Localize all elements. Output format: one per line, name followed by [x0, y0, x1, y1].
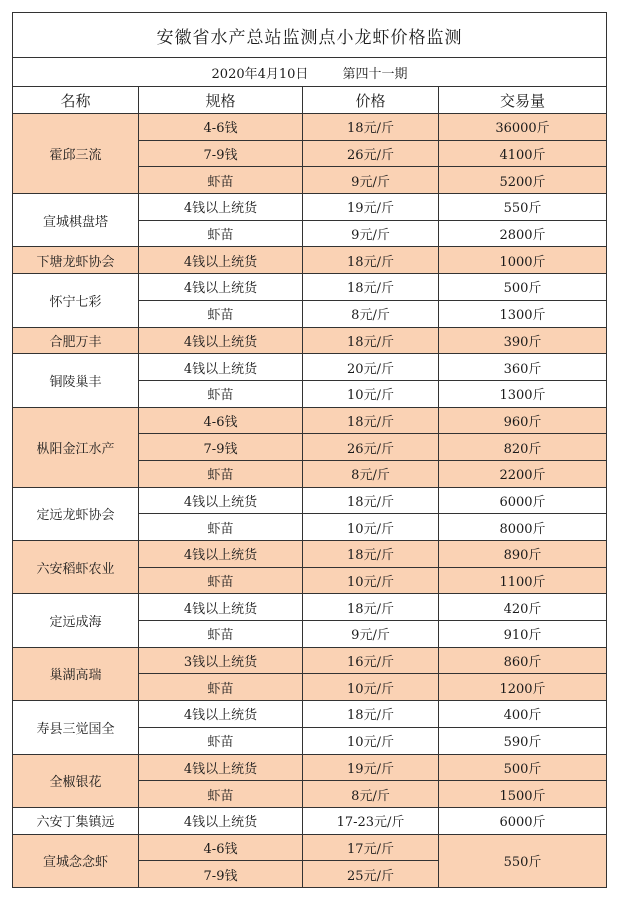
volume-cell: 590斤	[439, 727, 607, 754]
station-name-cell: 宣城棋盘塔	[13, 194, 139, 247]
volume-cell: 6000斤	[439, 807, 607, 834]
volume-cell: 1500斤	[439, 781, 607, 808]
spec-cell: 7-9钱	[139, 434, 303, 461]
column-header-price: 价格	[303, 87, 439, 114]
document-title: 安徽省水产总站监测点小龙虾价格监测	[13, 13, 607, 58]
volume-cell: 1000斤	[439, 247, 607, 274]
volume-cell: 390斤	[439, 327, 607, 354]
table-row	[13, 274, 607, 301]
spec-cell: 4钱以上统货	[139, 327, 303, 354]
station-name-cell: 霍邱三流	[13, 114, 139, 194]
volume-cell: 910斤	[439, 621, 607, 648]
station-name-cell: 合肥万丰	[13, 327, 139, 354]
price-cell: 10元/斤	[303, 674, 439, 701]
table-row	[13, 701, 607, 728]
price-cell: 26元/斤	[303, 140, 439, 167]
station-name-cell: 六安丁集镇远	[13, 807, 139, 834]
station-name-cell: 定远龙虾协会	[13, 487, 139, 540]
price-cell: 8元/斤	[303, 460, 439, 487]
price-cell: 8元/斤	[303, 300, 439, 327]
price-cell: 18元/斤	[303, 327, 439, 354]
volume-cell: 8000斤	[439, 514, 607, 541]
spec-cell: 4-6钱	[139, 407, 303, 434]
station-name-cell: 定远成海	[13, 594, 139, 647]
station-name-cell: 枞阳金江水产	[13, 407, 139, 487]
price-cell: 10元/斤	[303, 514, 439, 541]
volume-cell: 1300斤	[439, 300, 607, 327]
table-row	[13, 194, 607, 221]
spec-cell: 4钱以上统货	[139, 701, 303, 728]
volume-cell: 1100斤	[439, 567, 607, 594]
table-row	[13, 647, 607, 674]
price-cell: 18元/斤	[303, 541, 439, 568]
volume-cell: 960斤	[439, 407, 607, 434]
table-row	[13, 354, 607, 381]
volume-cell: 5200斤	[439, 167, 607, 194]
station-name-cell: 宣城念念虾	[13, 834, 139, 887]
price-cell: 17-23元/斤	[303, 807, 439, 834]
table-row	[13, 594, 607, 621]
volume-cell: 4100斤	[439, 140, 607, 167]
volume-cell: 500斤	[439, 274, 607, 301]
table-row	[13, 541, 607, 568]
issue-number: 第四十一期	[342, 66, 408, 82]
price-cell: 9元/斤	[303, 167, 439, 194]
price-cell: 18元/斤	[303, 114, 439, 141]
spec-cell: 7-9钱	[139, 140, 303, 167]
price-cell: 18元/斤	[303, 487, 439, 514]
volume-cell: 550斤	[439, 834, 607, 887]
station-name-cell: 全椒银花	[13, 754, 139, 807]
table-row	[13, 487, 607, 514]
station-name-cell: 铜陵巢丰	[13, 354, 139, 407]
station-name-cell: 六安稻虾农业	[13, 541, 139, 594]
spec-cell: 3钱以上统货	[139, 647, 303, 674]
table-row	[13, 407, 607, 434]
volume-cell: 890斤	[439, 541, 607, 568]
volume-cell: 6000斤	[439, 487, 607, 514]
table-row	[13, 807, 607, 834]
spec-cell: 虾苗	[139, 167, 303, 194]
table-row	[13, 247, 607, 274]
spec-cell: 4-6钱	[139, 114, 303, 141]
spec-cell: 虾苗	[139, 567, 303, 594]
price-cell: 10元/斤	[303, 567, 439, 594]
volume-cell: 360斤	[439, 354, 607, 381]
volume-cell: 860斤	[439, 647, 607, 674]
station-name-cell: 巢湖高瑞	[13, 647, 139, 700]
spec-cell: 4-6钱	[139, 834, 303, 861]
spec-cell: 虾苗	[139, 380, 303, 407]
table-body	[13, 114, 607, 888]
spec-cell: 4钱以上统货	[139, 194, 303, 221]
volume-cell: 36000斤	[439, 114, 607, 141]
price-cell: 19元/斤	[303, 754, 439, 781]
price-cell: 10元/斤	[303, 380, 439, 407]
spec-cell: 4钱以上统货	[139, 594, 303, 621]
price-cell: 18元/斤	[303, 247, 439, 274]
spec-cell: 虾苗	[139, 514, 303, 541]
table-row	[13, 754, 607, 781]
spec-cell: 4钱以上统货	[139, 754, 303, 781]
price-cell: 10元/斤	[303, 727, 439, 754]
spec-cell: 4钱以上统货	[139, 807, 303, 834]
spec-cell: 4钱以上统货	[139, 354, 303, 381]
spec-cell: 7-9钱	[139, 861, 303, 888]
price-cell: 8元/斤	[303, 781, 439, 808]
report-date: 2020年4月10日	[211, 66, 309, 82]
column-header-name: 名称	[13, 87, 139, 114]
volume-cell: 420斤	[439, 594, 607, 621]
spec-cell: 4钱以上统货	[139, 274, 303, 301]
volume-cell: 2200斤	[439, 460, 607, 487]
price-cell: 20元/斤	[303, 354, 439, 381]
price-cell: 18元/斤	[303, 594, 439, 621]
spec-cell: 虾苗	[139, 460, 303, 487]
price-cell: 19元/斤	[303, 194, 439, 221]
table-row	[13, 834, 607, 861]
volume-cell: 2800斤	[439, 220, 607, 247]
volume-cell: 820斤	[439, 434, 607, 461]
price-cell: 9元/斤	[303, 621, 439, 648]
volume-cell: 1300斤	[439, 380, 607, 407]
volume-cell: 1200斤	[439, 674, 607, 701]
price-cell: 18元/斤	[303, 274, 439, 301]
column-header-spec: 规格	[139, 87, 303, 114]
price-cell: 9元/斤	[303, 220, 439, 247]
spec-cell: 4钱以上统货	[139, 487, 303, 514]
price-cell: 18元/斤	[303, 407, 439, 434]
price-cell: 25元/斤	[303, 861, 439, 888]
table-row	[13, 114, 607, 141]
spec-cell: 虾苗	[139, 621, 303, 648]
volume-cell: 500斤	[439, 754, 607, 781]
price-cell: 26元/斤	[303, 434, 439, 461]
column-header-volume: 交易量	[439, 87, 607, 114]
spec-cell: 虾苗	[139, 727, 303, 754]
station-name-cell: 怀宁七彩	[13, 274, 139, 327]
price-monitoring-table	[12, 12, 607, 888]
table-row	[13, 327, 607, 354]
date-issue-line	[13, 58, 607, 87]
station-name-cell: 下塘龙虾协会	[13, 247, 139, 274]
price-cell: 17元/斤	[303, 834, 439, 861]
spec-cell: 虾苗	[139, 781, 303, 808]
spec-cell: 虾苗	[139, 674, 303, 701]
spec-cell: 4钱以上统货	[139, 541, 303, 568]
volume-cell: 400斤	[439, 701, 607, 728]
spec-cell: 虾苗	[139, 220, 303, 247]
spec-cell: 4钱以上统货	[139, 247, 303, 274]
price-cell: 18元/斤	[303, 701, 439, 728]
station-name-cell: 寿县三觉国全	[13, 701, 139, 754]
spec-cell: 虾苗	[139, 300, 303, 327]
volume-cell: 550斤	[439, 194, 607, 221]
price-cell: 16元/斤	[303, 647, 439, 674]
